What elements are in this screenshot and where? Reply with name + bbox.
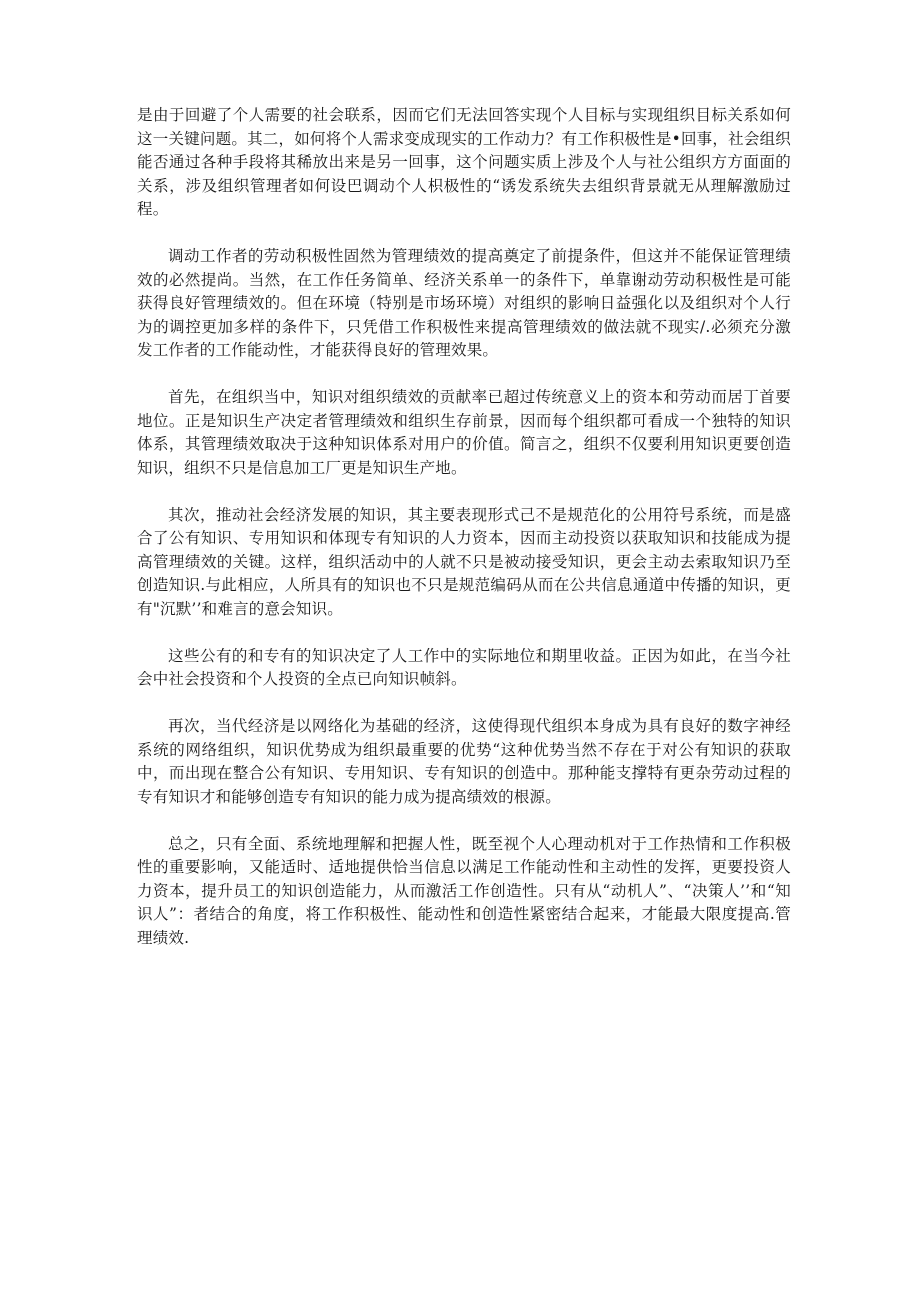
paragraph-2: 调动工作者的劳动积极性固然为管理绩效的提高奠定了前提条件，但这并不能保证管理绩效的必然提尚。当然，在工作任务简单、经济关系单一的条件下，单靠谢动劳动积极性是可能获得良好管理绩效的。但在环境（特别是市场环境）对组织的影响日益强化以及组织对个人行为的调控更加多样的条件下，只凭借工作积极性来提高管理绩效的做法就不现实/.必须充分激发工作者的工作能动性，才能获得良好的管理效果。	[137, 247, 791, 359]
paragraph-3: 首先，在组织当中，知识对组织绩效的贡献率已超过传统意义上的资本和劳动而居丁首要地位。正是知识生产决定者管理绩效和组织生存前景，因而每个组织都可看成一个独特的知识体系，其管理绩效取决于这种知识体系对用户的价值。简言之，组织不仅要利用知识更要创造知识，组织不只是信息加工厂更是知识生产地。	[137, 388, 791, 477]
paragraph-5: 这些公有的和专有的知识决定了人工作中的实际地位和期里收益。正因为如此，在当今社会中社会投资和个人投资的全点已向知识帧斜。	[137, 646, 791, 688]
document-body	[137, 104, 791, 974]
paragraph-4: 其次，推动社会经济发展的知识，其主要表现形式己不是规范化的公用符号系统，而是盛合了公有知识、专用知识和体现专有知识的人力资本，因而主动投资以获取知识和技能成为提高管理绩效的关键。这样，组织活动中的人就不只是被动接受知识，更会主动去索取知识乃至创造知识.与此相应，人所具有的知识也不只是规范编码从而在公共信息通道中传播的知识，更有"沉默’’和难言的意会知识。	[137, 505, 791, 618]
paragraph-7: 总之，只有全面、系统地理解和把握人性，既至视个人心理动机对于工作热情和工作积极性的重要影响，又能适时、适地提供恰当信息以满足工作能动性和主动性的发挥，更要投资人力资本，提升员工的知识创造能力，从而激活工作创造性。只有从“动机人”、“决策人’’和“知识人”：者结合的角度，将工作积极性、能动性和创造性紧密结合起来，才能最大限度提高.管理绩效.	[137, 834, 791, 947]
paragraph-1: 是由于回避了个人需要的社会联系，因而它们无法回答实现个人目标与实现组织目标关系如何这一关键问题。其二，如何将个人需求变成现实的工作动力？有工作积极性是•回事，社会组织能否通过各种手段将其稀放出来是另一回事，这个问题实质上涉及个人与社公组织方方面面的关系，涉及组织管理者如何设巴调动个人枳极性的“诱发系统失去组织背景就无从理解激励过程。	[137, 106, 791, 218]
paragraph-6: 再次，当代经济是以网络化为基础的经济，这使得现代组织本身成为具有良好的数字神经系统的网络组织，知识优势成为组织最重要的优势“这种优势当然不存在于对公有知识的获取中，而出现在整合公有知识、专用知识、专有知识的创造中。那种能支撑特有更杂劳动过程的专有知识才和能够创造专有知识的能力成为提高绩效的根源。	[137, 717, 791, 806]
